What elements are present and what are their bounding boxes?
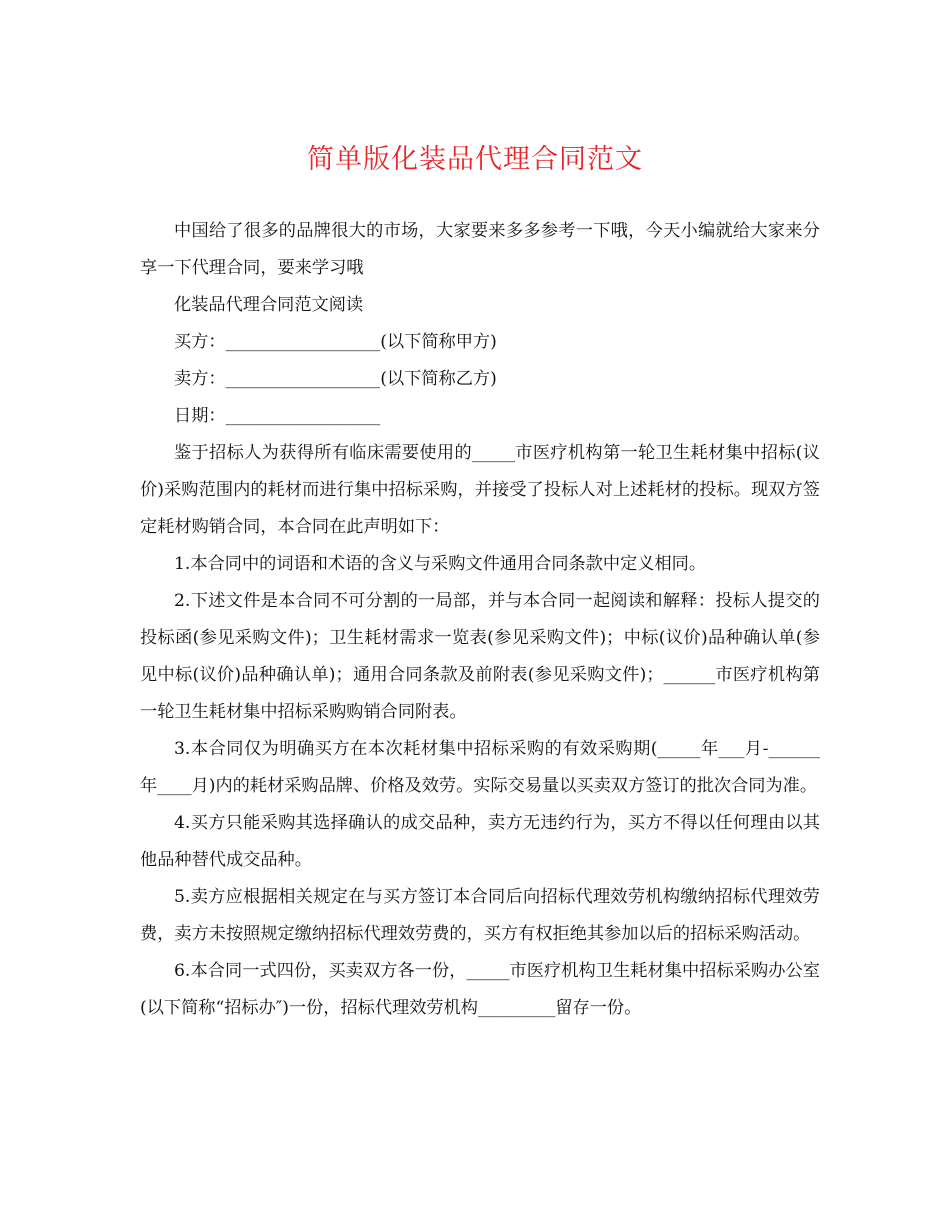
clause-3: 3.本合同仅为明确买方在本次耗材集中招标采购的有效采购期(_____年___月-______年____月)内的耗材采购品牌、价格及效劳。实际交易量以买卖双方签订的批次合同为准。 bbox=[140, 739, 820, 796]
clause-1: 1.本合同中的词语和术语的含义与采购文件通用合同条款中定义相同。 bbox=[174, 554, 707, 574]
section-heading: 化装品代理合同范文阅读 bbox=[174, 295, 364, 315]
seller-line: 卖方：__________________(以下简称乙方) bbox=[174, 369, 497, 389]
document-body bbox=[140, 213, 820, 1027]
clause-6: 6.本合同一式四份，买卖双方各一份，_____市医疗机构卫生耗材集中招标采购办公室(以下简称“招标办″)一份，招标代理效劳机构_________留存一份。 bbox=[140, 961, 820, 1018]
document-title: 简单版化装品代理合同范文 bbox=[307, 144, 643, 175]
intro-paragraph: 中国给了很多的品牌很大的市场，大家要来多多参考一下哦，今天小编就给大家来分享一下代理合同，要来学习哦 bbox=[140, 221, 820, 278]
clause-4: 4.买方只能采购其选择确认的成交品种，卖方无违约行为，买方不得以任何理由以其他品种替代成交品种。 bbox=[140, 813, 820, 870]
buyer-line: 买方：__________________(以下简称甲方) bbox=[174, 332, 497, 352]
clause-2: 2.下述文件是本合同不可分割的一局部，并与本合同一起阅读和解释：投标人提交的投标函(参见采购文件)；卫生耗材需求一览表(参见采购文件)；中标(议价)品种确认单(参见中标(议价)品种确认单)；通用合同条款及前附表(参见采购文件)；______市医疗机构第一轮卫生耗材集中招标采购购销合同附表。 bbox=[140, 591, 820, 722]
date-line: 日期：__________________ bbox=[174, 406, 381, 426]
preamble-paragraph: 鉴于招标人为获得所有临床需要使用的_____市医疗机构第一轮卫生耗材集中招标(议价)采购范围内的耗材而进行集中招标采购，并接受了投标人对上述耗材的投标。现双方签定耗材购销合同，本合同在此声明如下： bbox=[140, 443, 820, 537]
clause-5: 5.卖方应根据相关规定在与买方签订本合同后向招标代理效劳机构缴纳招标代理效劳费，卖方未按照规定缴纳招标代理效劳费的，买方有权拒绝其参加以后的招标采购活动。 bbox=[140, 887, 820, 944]
